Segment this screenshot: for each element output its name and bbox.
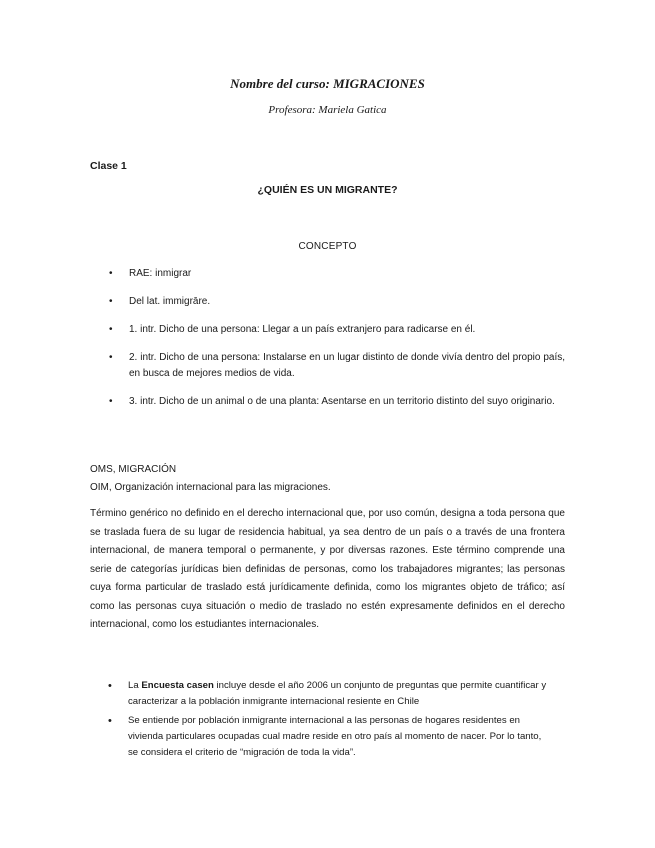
- definition-text: 3. intr. Dicho de un animal o de una planta: Asentarse en un territorio distinto del suyo originario.: [129, 396, 555, 407]
- casen-survey-name: Encuesta casen: [141, 680, 214, 691]
- list-item: [90, 266, 565, 282]
- bullet-icon: •: [108, 715, 112, 727]
- list-item: [108, 713, 553, 761]
- course-title: Nombre del curso: MIGRACIONES: [230, 76, 425, 91]
- bullet-icon: •: [109, 268, 113, 279]
- bullet-icon: •: [109, 324, 113, 335]
- list-item: [90, 350, 565, 382]
- list-item: [90, 294, 565, 310]
- term-paragraph: Término genérico no definido en el derecho internacional que, por uso común, designa a toda persona que se traslada fuera de su lugar de residencia habitual, ya sea dentro de un país o a través de una frontera internacional, de manera temporal o permanente, y por diversas razones. Este término comprende una serie de categorías jurídicas bien definidas de personas, como los trabajadores migrantes; las personas cuya forma particular de traslado está jurídicamente definida, como los migrantes objeto de tráfico; así como las personas cuya situación o medio de traslado no estén expresamente definidos en el derecho internacional, como los estudiantes internacionales.: [90, 508, 565, 630]
- list-item: [90, 394, 565, 410]
- list-item: [90, 322, 565, 338]
- definition-text: 1. intr. Dicho de una persona: Llegar a un país extranjero para radicarse en él.: [129, 324, 476, 335]
- concept-heading: CONCEPTO: [298, 241, 357, 252]
- casen-item2-text: Se entiende por población inmigrante internacional a las personas de hogares residentes en vivienda particulares ocupadas cual madre reside en otro país al momento de nacer. Por lo tanto, se considera el criterio de “migración de toda la vida”.: [128, 715, 542, 758]
- bullet-icon: •: [108, 680, 112, 692]
- definition-text: Del lat. immigrāre.: [129, 296, 211, 307]
- teacher-name: Profesora: Mariela Gatica: [268, 104, 387, 116]
- bullet-icon: •: [109, 396, 113, 407]
- class-label: Clase 1: [90, 160, 127, 172]
- main-question-heading: ¿QUIÉN ES UN MIGRANTE?: [257, 184, 398, 196]
- casen-item1-text: incluye desde el año 2006 un conjunto de preguntas que permite cuantificar y caracterizar a la población inmigrante internacional resiente en Chile: [128, 680, 547, 707]
- oms-heading: OMS, MIGRACIÓN: [90, 464, 177, 475]
- definition-text: RAE: inmigrar: [129, 268, 192, 279]
- definition-list: [90, 266, 565, 410]
- definition-text: 2. intr. Dicho de una persona: Instalarse en un lugar distinto de donde vivía dentro del propio país, en busca de mejores medios de vida.: [129, 352, 565, 379]
- bullet-icon: •: [109, 352, 113, 363]
- list-item: [108, 678, 553, 710]
- casen-prefix: La: [128, 680, 142, 691]
- oim-line: OIM, Organización internacional para las migraciones.: [90, 482, 331, 493]
- casen-list: [108, 678, 553, 761]
- bullet-icon: •: [109, 296, 113, 307]
